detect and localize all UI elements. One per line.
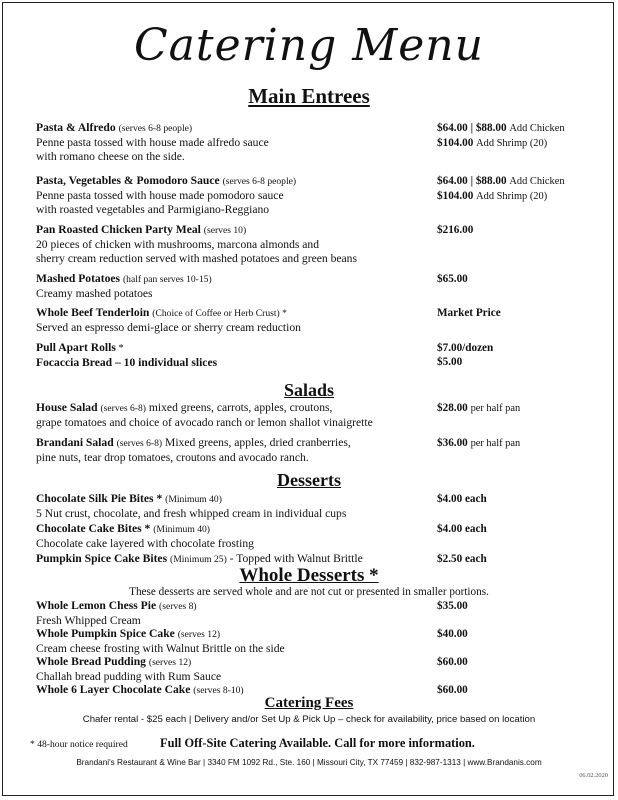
menu-item-mashed-potatoes: Mashed Potatoes (half pan serves 10-15) Creamy mashed potatoes (36, 272, 212, 300)
menu-item-whole-lemon-chess-pie: Whole Lemon Chess Pie (serves 8) Fresh Whipped Cream (36, 599, 197, 627)
price-chocolate-silk-pie-bites: $4.00 each (437, 493, 487, 505)
restaurant-footer: Brandani's Restaurant & Wine Bar | 3340 FM 1092 Rd., Ste. 160 | Missouri City, TX 77459 | 832-987-1313 | www.Brandanis.com (76, 758, 542, 767)
menu-item-whole-bread-pudding: Whole Bread Pudding (serves 12) Challah bread pudding with Rum Sauce (36, 655, 222, 683)
menu-item-pasta-alfredo: Pasta & Alfredo (serves 6-8 people) Penne pasta tossed with house made alfredo sauce with romano cheese on the side. (36, 121, 269, 163)
menu-item-whole-pumpkin-spice-cake: Whole Pumpkin Spice Cake (serves 12) Cream cheese frosting with Walnut Brittle on the side (36, 627, 285, 655)
price-pumpkin-spice-cake-bites: $2.50 each (437, 553, 487, 565)
menu-item-pasta-pomodoro: Pasta, Vegetables & Pomodoro Sauce (serves 6-8 people) Penne pasta tossed with house made pomodoro sauce with roasted vegetables and Parmigiano-Reggiano (36, 174, 297, 216)
catering-fees-text: Chafer rental - $25 each | Delivery and/or Set Up & Pick Up – check for availability, price based on location (82, 714, 536, 725)
price-whole-pumpkin-spice-cake: $40.00 (437, 628, 468, 640)
menu-item-chocolate-silk-pie-bites: Chocolate Silk Pie Bites * (Minimum 40) 5 Nut crust, chocolate, and fresh whipped cream in individual cups (36, 492, 347, 520)
price-chicken-party-meal: $216.00 (437, 224, 474, 236)
menu-item-rolls-bread: Pull Apart Rolls * Focaccia Bread – 10 individual slices (36, 341, 218, 369)
notice-48-hour: * 48-hour notice required (30, 739, 128, 750)
price-house-salad: $28.00 per half pan (437, 402, 521, 414)
price-whole-bread-pudding: $60.00 (437, 656, 468, 668)
menu-item-house-salad: House Salad (serves 6-8) mixed greens, carrots, apples, croutons, grape tomatoes and choice of avocado ranch or lemon shallot vinaigrette (36, 401, 373, 429)
price-pasta-pomodoro: $64.00 | $88.00 Add Chicken $104.00 Add Shrimp (20) (437, 175, 565, 202)
price-brandani-salad: $36.00 per half pan (437, 437, 521, 449)
menu-item-beef-tenderloin: Whole Beef Tenderloin (Choice of Coffee or Herb Crust) * Served an espresso demi-glace or sherry cream reduction (36, 306, 301, 334)
price-rolls-bread: $7.00/dozen $5.00 (437, 342, 494, 368)
section-main-entrees: Main Entrees (248, 84, 370, 108)
menu-item-chicken-party-meal: Pan Roasted Chicken Party Meal (serves 10) 20 pieces of chicken with mushrooms, marcona almonds and sherry cream reduction served with mashed potatoes and green beans (36, 223, 357, 265)
whole-desserts-intro: These desserts are served whole and are not cut or presented in smaller portions. (129, 586, 489, 598)
menu-item-whole-chocolate-cake: Whole 6 Layer Chocolate Cake (serves 8-10) (36, 683, 244, 696)
section-salads: Salads (283, 380, 335, 400)
menu-item-brandani-salad: Brandani Salad (serves 6-8) Mixed greens, apples, dried cranberries, pine nuts, tear drop tomatoes, croutons and avocado ranch. (36, 436, 351, 464)
price-chocolate-cake-bites: $4.00 each (437, 523, 487, 535)
price-whole-lemon-chess-pie: $35.00 (437, 600, 468, 612)
menu-item-chocolate-cake-bites: Chocolate Cake Bites * (Minimum 40) Chocolate cake layered with chocolate frosting (36, 522, 254, 550)
section-catering-fees: Catering Fees (264, 695, 354, 711)
page-title: Catering Menu (134, 20, 484, 71)
menu-item-pumpkin-spice-cake-bites: Pumpkin Spice Cake Bites (Minimum 25) - Topped with Walnut Brittle (36, 552, 363, 565)
price-beef-tenderloin: Market Price (437, 307, 501, 319)
offsite-catering-note: Full Off-Site Catering Available. Call for more information. (160, 736, 475, 750)
print-date: 06.02.2020 (579, 772, 608, 779)
section-desserts: Desserts (277, 470, 341, 490)
price-mashed-potatoes: $65.00 (437, 273, 468, 285)
price-pasta-alfredo: $64.00 | $88.00 Add Chicken $104.00 Add Shrimp (20) (437, 122, 565, 149)
price-whole-chocolate-cake: $60.00 (437, 684, 468, 696)
section-whole-desserts: Whole Desserts * (239, 565, 379, 586)
